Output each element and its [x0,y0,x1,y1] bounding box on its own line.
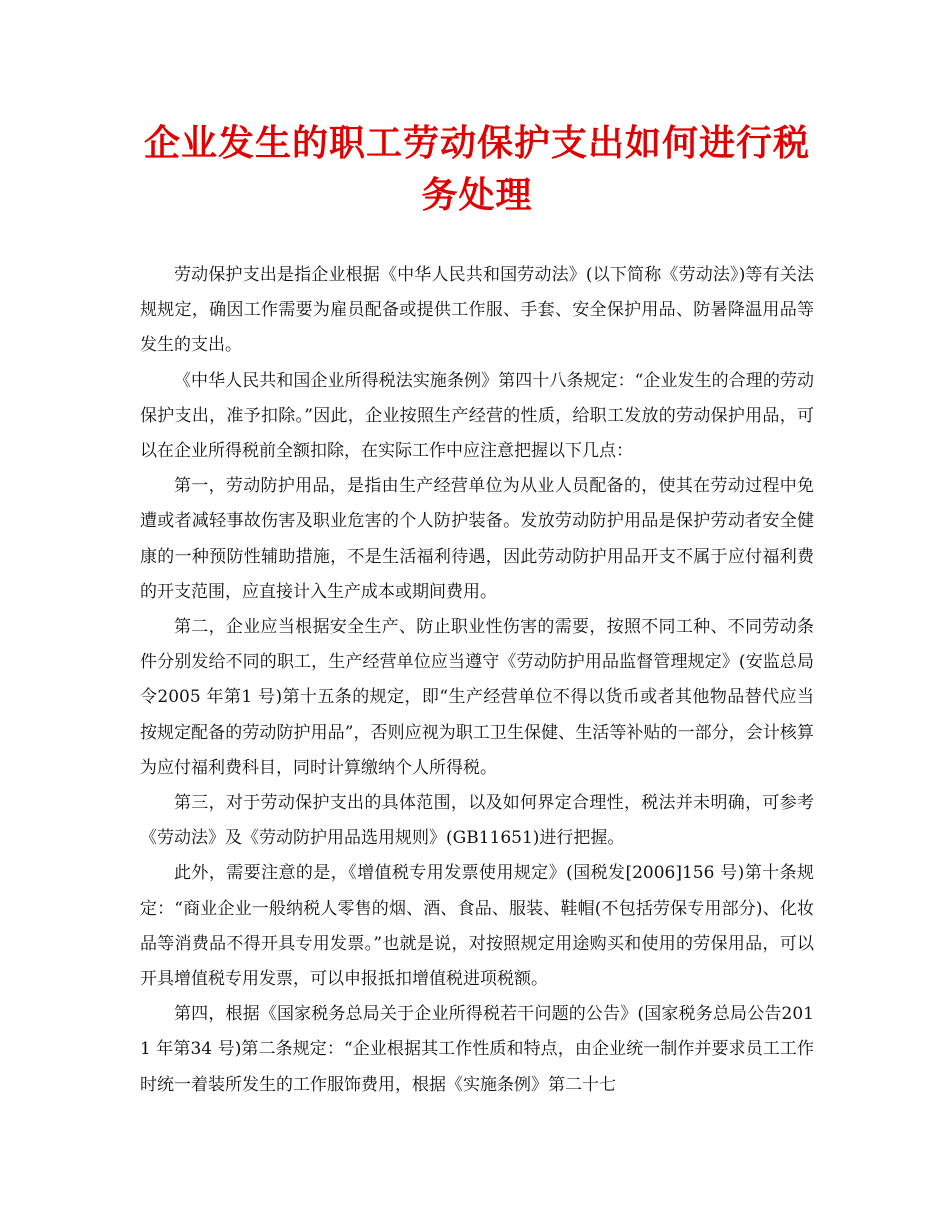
document-title: 企业发生的职工劳动保护支出如何进行税务处理 [143,123,810,216]
paragraph-7: 第四，根据《国家税务总局关于企业所得税若干问题的公告》(国家税务总局公告2011 年第34 号)第二条规定：“企业根据其工作性质和特点，由企业统一制作并要求员工工作时统一着装所发生的工作服饰费用，根据《实施条例》第二十七 [140,1004,814,1095]
paragraph-2: 《中华人民共和国企业所得税法实施条例》第四十八条规定：“企业发生的合理的劳动保护支出，准予扣除。”因此，企业按照生产经营的性质，给职工发放的劳动保护用品，可以在企业所得税前全额扣除，在实际工作中应注意把握以下几点： [140,370,814,462]
paragraph-1: 劳动保护支出是指企业根据《中华人民共和国劳动法》(以下简称《劳动法》)等有关法规规定，确因工作需要为雇员配备或提供工作服、手套、安全保护用品、防暑降温用品等发生的支出。 [140,265,814,356]
paragraph-5: 第三，对于劳动保护支出的具体范围，以及如何界定合理性，税法并未明确，可参考《劳动法》及《劳动防护用品选用规则》(GB11651)进行把握。 [140,793,814,849]
document-body [140,258,814,1103]
paragraph-4: 第二，企业应当根据安全生产、防止职业性伤害的需要，按照不同工种、不同劳动条件分别发给不同的职工，生产经营单位应当遵守《劳动防护用品监督管理规定》(安监总局令2005 年第1 号)第十五条的规定，即“生产经营单位不得以货币或者其他物品替代应当按规定配备的劳动防护用品”，否则应视为职工卫生保健、生活等补贴的一部分，会计核算为应付福利费科目，同时计算缴纳个人所得税。 [140,617,814,778]
paragraph-6: 此外，需要注意的是，《增值税专用发票使用规定》(国税发[2006]156 号)第十条规定：“商业企业一般纳税人零售的烟、酒、食品、服装、鞋帽(不包括劳保专用部分)、化妆品等消费品不得开具专用发票。”也就是说，对按照规定用途购买和使用的劳保用品，可以开具增值税专用发票，可以申报抵扣增值税进项税额。 [140,863,814,990]
paragraph-3: 第一，劳动防护用品，是指由生产经营单位为从业人员配备的，使其在劳动过程中免遭或者减轻事故伤害及职业危害的个人防护装备。发放劳动防护用品是保护劳动者安全健康的一种预防性辅助措施，不是生活福利待遇，因此劳动防护用品开支不属于应付福利费的开支范围，应直接计入生产成本或期间费用。 [140,476,814,602]
